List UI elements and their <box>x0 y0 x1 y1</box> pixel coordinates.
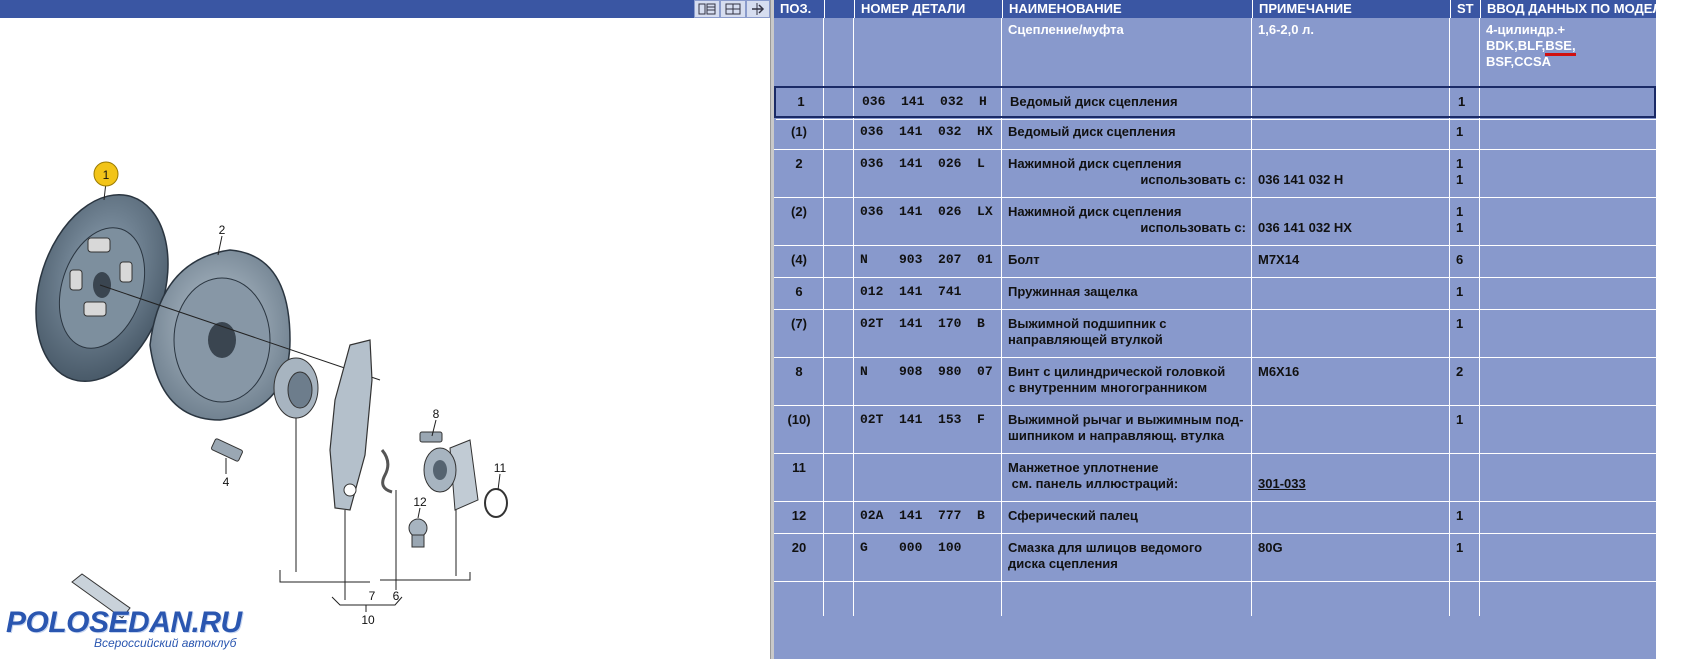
cell-name-line1: Нажимной диск сцепления <box>1008 156 1182 171</box>
cell-name-line2: использовать с: <box>1140 220 1246 235</box>
guide-sleeve-part <box>424 440 478 510</box>
table-row[interactable] <box>774 454 1656 502</box>
callout-2[interactable]: 2 <box>218 223 226 237</box>
callout-1[interactable]: 1 <box>102 168 110 182</box>
table-row[interactable] <box>774 86 1656 118</box>
cell-note-line1: M7X14 <box>1258 252 1300 267</box>
cell-st-line2: 1 <box>1456 172 1464 187</box>
cell-name-line2: использовать с: <box>1140 172 1246 187</box>
table-row[interactable] <box>774 118 1656 150</box>
cell-name-line1: Ведомый диск сцепления <box>1010 94 1178 109</box>
cell-st-line1: 1 <box>1456 540 1464 555</box>
screw-part <box>420 432 442 442</box>
model-code-highlight: BSE, <box>1545 38 1575 56</box>
row-separator <box>774 581 1656 582</box>
cell-part-number: 02A 141 777 B <box>860 508 985 523</box>
cell-pos: (1) <box>791 124 807 139</box>
callout-8[interactable]: 8 <box>432 407 440 421</box>
cell-part-number: 036 141 026 LX <box>860 204 993 219</box>
group-name: Сцепление/муфта <box>1008 22 1124 37</box>
cell-st-line1: 6 <box>1456 252 1464 267</box>
cell-part-number: 02T 141 153 F <box>860 412 985 427</box>
cell-name-line1: Болт <box>1008 252 1040 267</box>
seal-ring-part <box>485 489 507 517</box>
cell-part-number: G 000 100 <box>860 540 962 555</box>
exploded-parts-diagram <box>0 0 770 659</box>
cell-note-line2: 036 141 032 HX <box>1258 220 1352 235</box>
cell-pos: 12 <box>791 508 807 523</box>
cell-name-line2: диска сцепления <box>1008 556 1118 571</box>
cell-pos: 2 <box>795 156 803 171</box>
cell-name-line1: Выжимной подшипник с <box>1008 316 1167 331</box>
table-row[interactable] <box>774 358 1656 406</box>
callout-11[interactable]: 11 <box>493 461 507 475</box>
cell-pos: 1 <box>797 94 805 109</box>
pressure-plate-part <box>150 250 290 420</box>
header-note[interactable]: ПРИМЕЧАНИЕ <box>1252 0 1450 18</box>
cell-name-line1: Ведомый диск сцепления <box>1008 124 1176 139</box>
cell-pos: (2) <box>791 204 807 219</box>
cell-st-line1: 1 <box>1456 204 1464 219</box>
illustration-pane <box>0 0 770 659</box>
cell-name-line1: Сферический палец <box>1008 508 1138 523</box>
table-row[interactable] <box>774 198 1656 246</box>
cell-note-line2[interactable]: 301-033 <box>1258 476 1306 491</box>
cell-note-line2: 036 141 032 H <box>1258 172 1344 187</box>
cell-part-number: 036 141 032 H <box>862 94 987 109</box>
cell-part-number: 036 141 026 L <box>860 156 985 171</box>
table-row[interactable] <box>774 502 1656 534</box>
cell-st-line1: 1 <box>1456 284 1464 299</box>
cell-name-line2: шипником и направляющ. втулка <box>1008 428 1225 443</box>
model-line-1: 4-цилиндр.+ <box>1486 22 1566 37</box>
table-row[interactable] <box>774 246 1656 278</box>
cell-st-line1: 2 <box>1456 364 1464 379</box>
cell-name-line1: Винт с цилиндрической головкой <box>1008 364 1226 379</box>
cell-pos: 11 <box>792 460 806 475</box>
table-row[interactable] <box>774 534 1656 582</box>
cell-part-number: N 903 207 01 <box>860 252 993 267</box>
cell-pos: (4) <box>791 252 807 267</box>
model-line-2: BDK,BLF,BSE, <box>1486 38 1576 53</box>
cell-name-line2: направляющей втулкой <box>1008 332 1163 347</box>
cell-note-line1: M6X16 <box>1258 364 1300 379</box>
cell-part-number: 036 141 032 HX <box>860 124 993 139</box>
cell-name-line2: с внутренним многогранником <box>1008 380 1208 395</box>
table-row[interactable] <box>774 278 1656 310</box>
table-row[interactable] <box>774 406 1656 454</box>
cell-st-line2: 1 <box>1456 220 1464 235</box>
bolt-part <box>211 438 243 462</box>
spring-clip-part <box>382 450 392 492</box>
table-row[interactable] <box>774 310 1656 358</box>
cell-note-line1: 80G <box>1258 540 1283 555</box>
cell-st-line1: 1 <box>1456 508 1464 523</box>
cell-pos: 6 <box>795 284 803 299</box>
site-watermark <box>6 608 242 650</box>
header-name[interactable]: НАИМЕНОВАНИЕ <box>1002 0 1252 18</box>
table-row[interactable] <box>774 150 1656 198</box>
callout-10[interactable]: 10 <box>361 613 375 627</box>
watermark-title: POLOSEDAN.RU <box>6 606 242 639</box>
cell-name-line1: Выжимной рычаг и выжимным под- <box>1008 412 1244 427</box>
cell-st-line1: 1 <box>1456 412 1464 427</box>
cell-st-line1: 1 <box>1456 156 1464 171</box>
header-model-data[interactable]: ВВОД ДАННЫХ ПО МОДЕЛЯМ <box>1480 0 1656 18</box>
cell-pos: 8 <box>795 364 803 379</box>
cell-st-line1: 1 <box>1458 94 1466 109</box>
callout-4[interactable]: 4 <box>222 475 230 489</box>
cell-st-line1: 1 <box>1456 316 1464 331</box>
parts-table <box>774 0 1682 659</box>
cell-st-line1: 1 <box>1456 124 1464 139</box>
cell-part-number: 012 141 741 <box>860 284 962 299</box>
group-note: 1,6-2,0 л. <box>1258 22 1314 37</box>
cell-pos: (10) <box>787 412 811 427</box>
cell-name-line2: см. панель иллюстраций: <box>1008 476 1179 491</box>
model-line-3: BSF,CCSA <box>1486 54 1552 69</box>
cell-pos: (7) <box>791 316 807 331</box>
cell-pos: 20 <box>791 540 807 555</box>
cell-part-number: 02T 141 170 B <box>860 316 985 331</box>
cell-name-line1: Смазка для шлицов ведомого <box>1008 540 1203 555</box>
cell-name-line1: Пружинная защелка <box>1008 284 1138 299</box>
cell-name-line1: Нажимной диск сцепления <box>1008 204 1182 219</box>
cell-name-line1: Манжетное уплотнение <box>1008 460 1159 475</box>
header-pos[interactable]: ПОЗ. <box>774 0 824 18</box>
header-blank[interactable] <box>824 0 854 18</box>
release-bearing-part <box>274 358 318 418</box>
callout-12[interactable]: 12 <box>413 495 427 509</box>
callout-6[interactable]: 6 <box>392 589 400 603</box>
header-st[interactable]: ST <box>1450 0 1480 18</box>
watermark-subtitle: Всероссийский автоклуб <box>94 636 237 650</box>
header-part-number[interactable]: НОМЕР ДЕТАЛИ <box>854 0 1002 18</box>
cell-part-number: N 908 980 07 <box>860 364 993 379</box>
ball-pin-part <box>409 519 427 547</box>
callout-7[interactable]: 7 <box>368 589 376 603</box>
